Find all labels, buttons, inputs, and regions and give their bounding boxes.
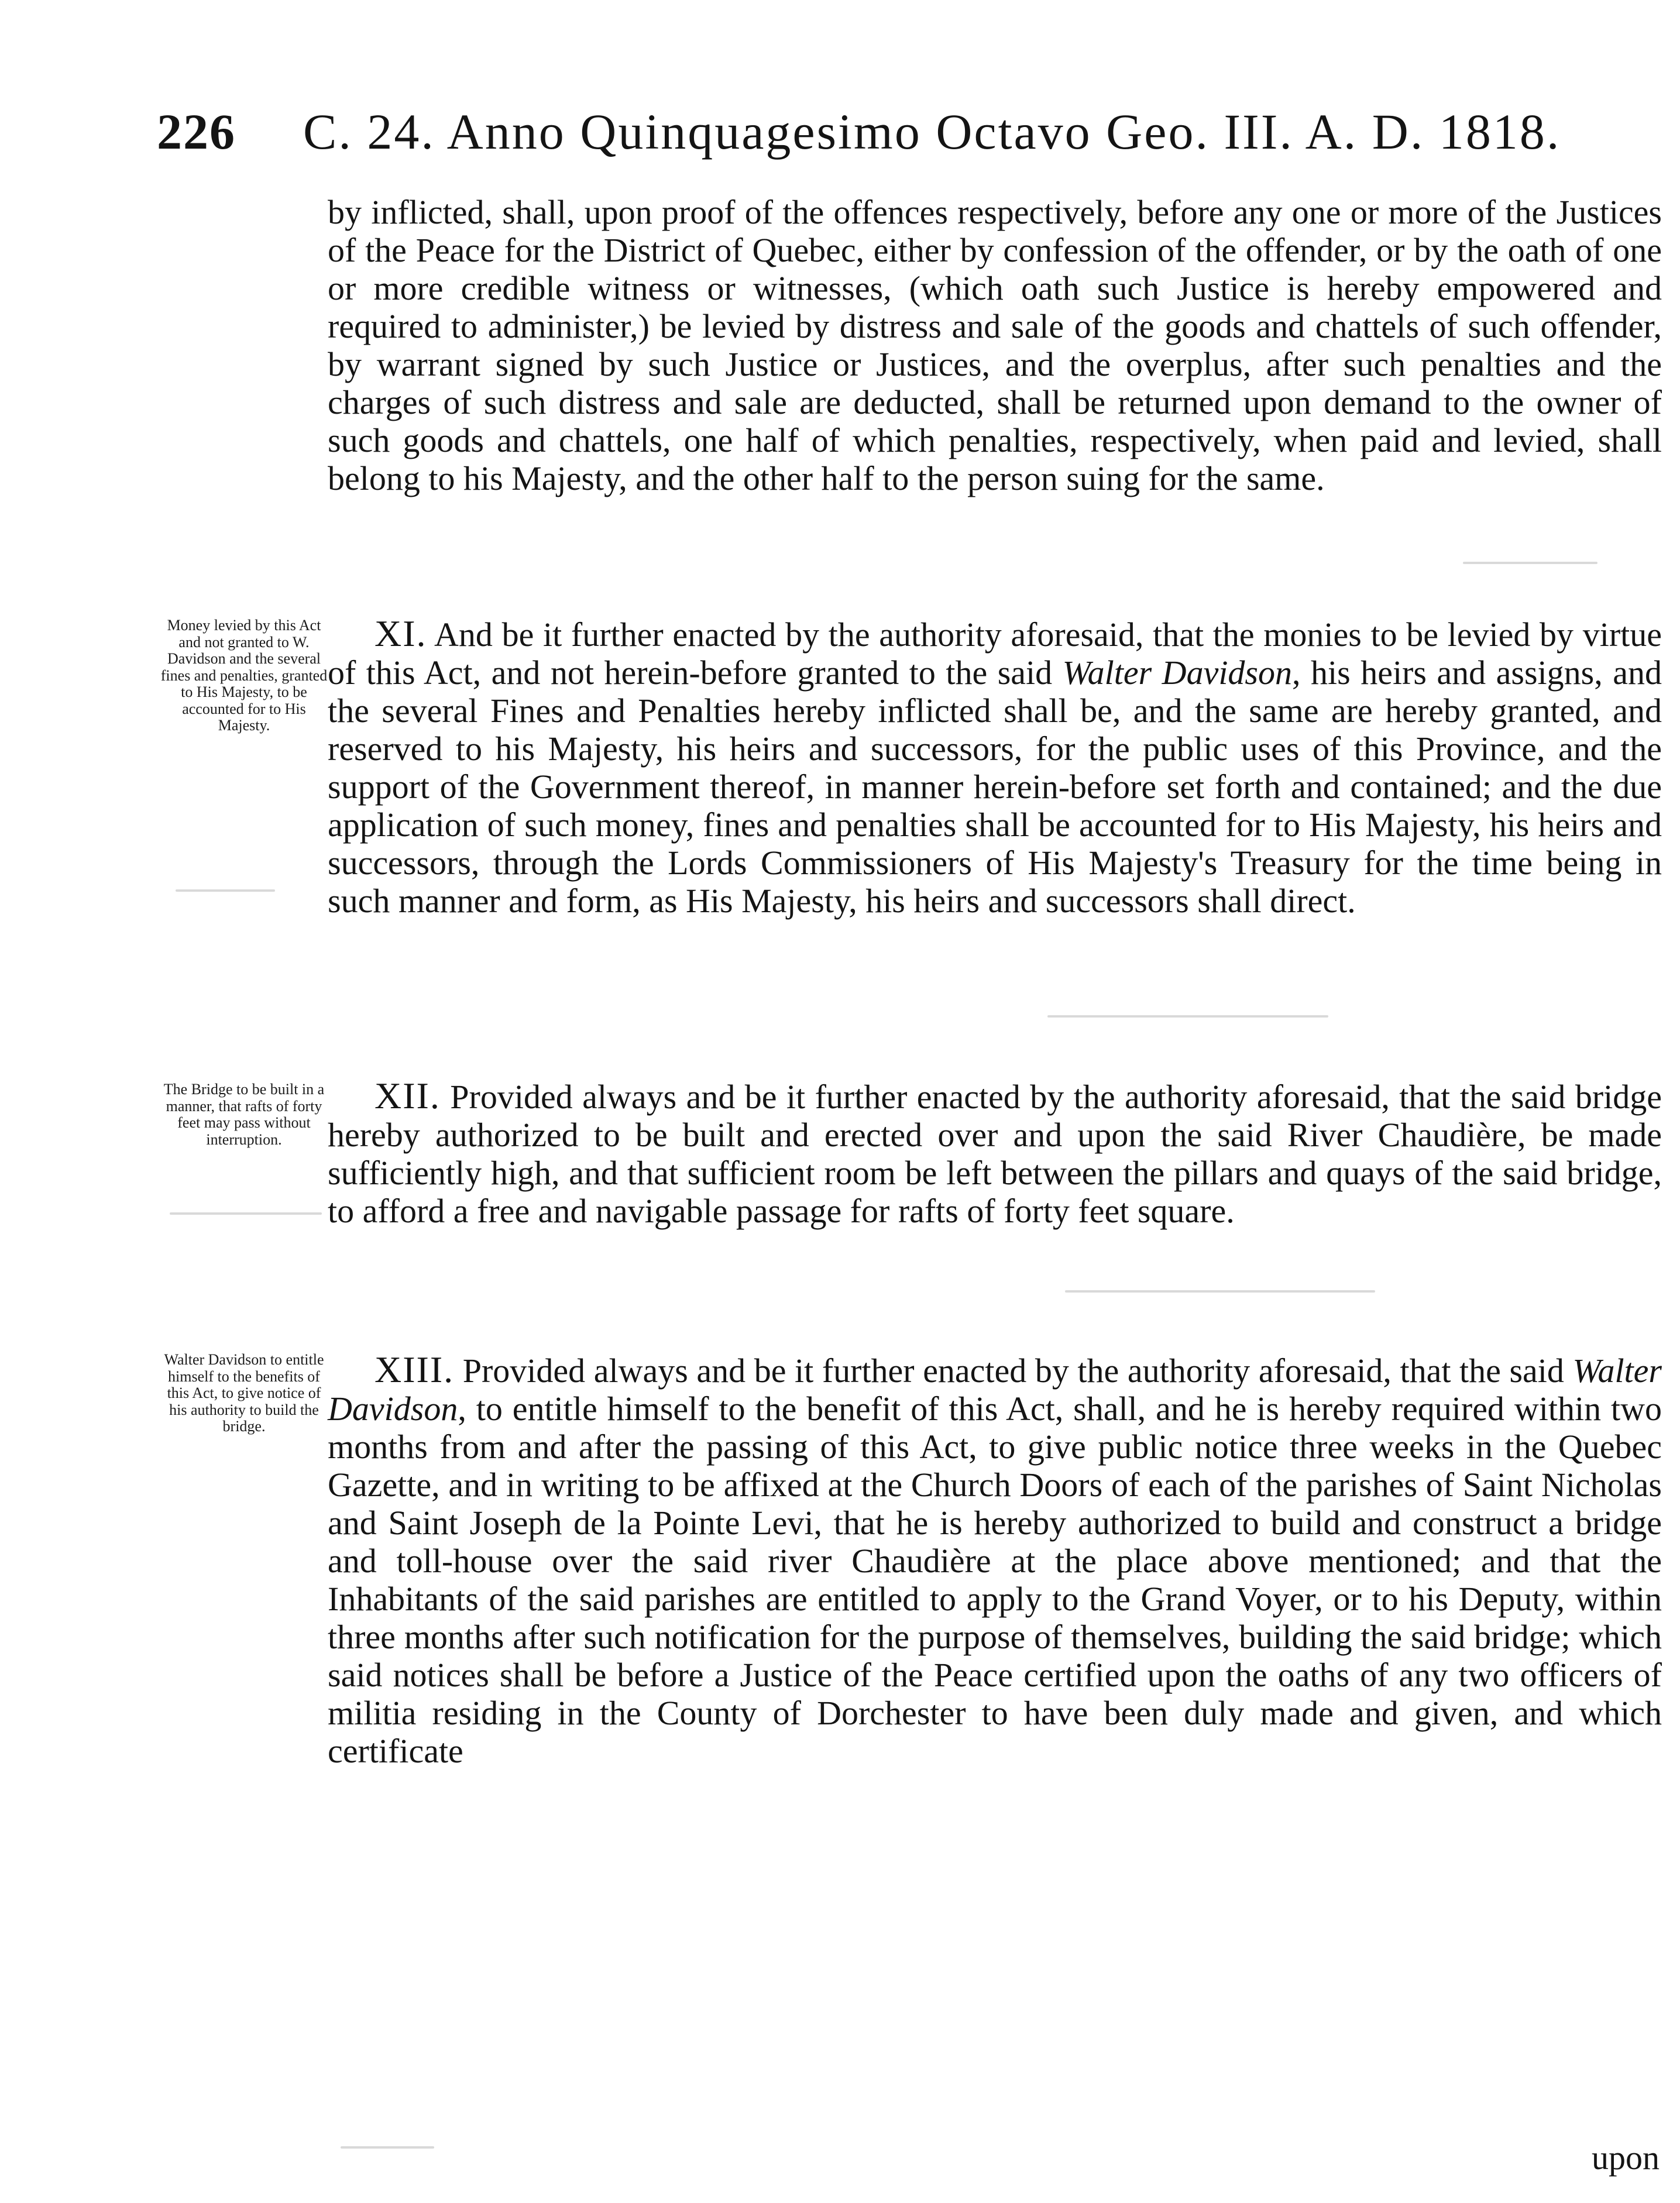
marginal-note-section-12: The Bridge to be built in a manner, that rafts of forty feet may pass without interruption.: [163, 1081, 325, 1148]
paragraph-section-12: [328, 1077, 1662, 1230]
paragraph-text: , to entitle himself to the benefit of this Act, shall, and he is hereby required within two months from and after the passing of this Act, to give public notice three weeks in the Quebec Gazette, and in writing to be affixed at the Church Doors of each of the parishes of Saint Nicholas and Saint Joseph de la Pointe Levi, that he is hereby authorized to build and construct a bridge and toll-house over the said river Chaudière at the place above mentioned; and that the Inhabitants of the said parishes are entitled to apply to the Grand Voyer, or to his Deputy, within three months after such notification for the purpose of themselves, building the said bridge; which said notices shall be before a Justice of the Peace certified upon the oaths of any two officers of militia residing in the County of Dorchester to have been duly made and given, and which certificate: [328, 1390, 1662, 1770]
bleed-through-mark: [1065, 1290, 1375, 1293]
bleed-through-mark: [341, 2146, 434, 2149]
section-number: XII.: [375, 1075, 441, 1116]
catchword: upon: [1592, 2139, 1660, 2177]
section-number: XIII.: [375, 1349, 455, 1390]
running-head: [157, 102, 1649, 173]
page-number: 226: [157, 104, 236, 160]
section-number: XI.: [375, 613, 427, 654]
paragraph-text: Provided always and be it further enacted by the authority aforesaid, that the said: [462, 1352, 1573, 1390]
paragraph-text: by inflicted, shall, upon proof of the offences respectively, before any one or more of the Justices of the Peace for the District of Quebec, either by confession of the offender, or by the oath of one or more credible witness or witnesses, (which oath such Justice is hereby empowered and required to administer,) be levied by distress and sale of the goods and chattels of such offender, by warrant signed by such Justice or Justices, and the overplus, after such penalties and the charges of such distress and sale are deducted, shall be returned upon demand to the owner of such goods and chattels, one half of which penalties, respectively, when paid and levied, shall belong to his Majesty, and the other half to the person suing for the same.: [328, 193, 1662, 497]
bleed-through-mark: [1463, 562, 1597, 564]
paragraph-text: Provided always and be it further enacted by the authority aforesaid, that the said bridge hereby authorized to be built and erected over and upon the said River Chaudière, be made sufficiently high, and that sufficient room be left between the pillars and quays of the said bridge, to afford a free and navigable passage for rafts of forty feet square.: [328, 1078, 1662, 1230]
bleed-through-mark: [170, 1212, 322, 1215]
bleed-through-mark: [1047, 1015, 1328, 1018]
bleed-through-mark: [176, 889, 275, 892]
paragraph-text: And be it further enacted by the authority aforesaid, that the monies to be levied by virtue of this Act, and not herein-before granted to the said: [328, 616, 1662, 692]
paragraph-text: , his heirs and assigns, and the several Fines and Penalties hereby inflicted shall be, and the same are hereby granted, and reserved to his Majesty, his heirs and successors, for the public uses of this Province, and the support of the Government thereof, in manner herein-before set forth and contained; and the due application of such money, fines and penalties shall be accounted for to His Majesty, his heirs and successors, through the Lords Commissioners of His Majesty's Treasury for the time being in such manner and form, as His Majesty, his heirs and successors shall direct.: [328, 654, 1662, 920]
running-title: C. 24. Anno Quinquagesimo Octavo Geo. III. A. D. 1818.: [303, 104, 1561, 160]
paragraph-continuation: [328, 193, 1662, 497]
person-name: Walter Davidson: [328, 1352, 1662, 1428]
paragraph-section-11: [328, 614, 1662, 920]
marginal-note-section-11: Money levied by this Act and not granted to W. Davidson and the several fines and penalties, granted to His Majesty, to be accounted for to His Majesty.: [160, 617, 328, 734]
paragraph-section-13: [328, 1350, 1662, 1770]
person-name: Walter Davidson: [1062, 654, 1293, 692]
marginal-note-section-13: Walter Davidson to entitle himself to the benefits of this Act, to give notice of his authority to build the bridge.: [164, 1351, 324, 1435]
